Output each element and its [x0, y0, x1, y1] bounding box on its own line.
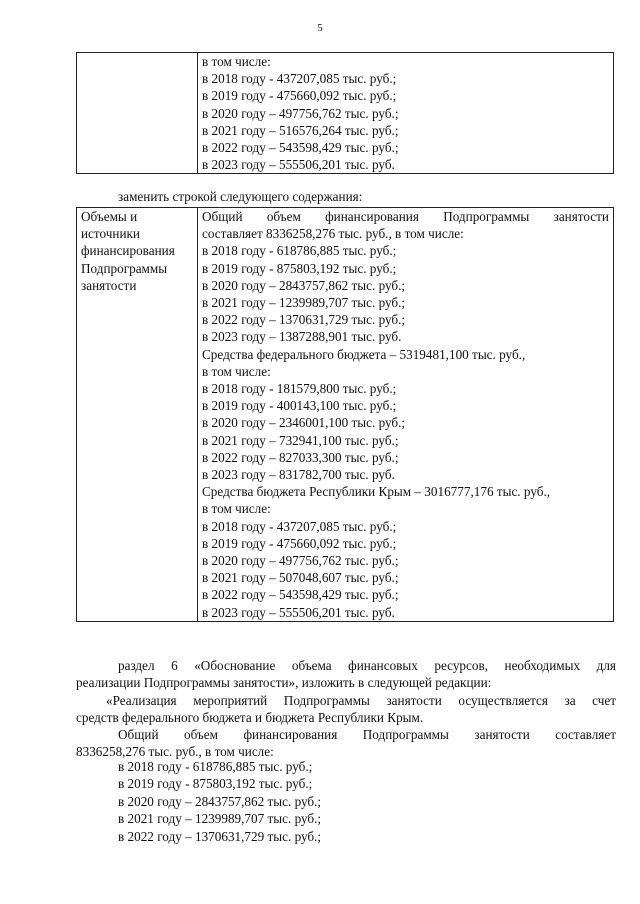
list-item: в 2022 году – 1370631,729 тыс. руб.; [118, 828, 322, 844]
cell-line: в 2022 году – 543598,429 тыс. руб.; [202, 140, 399, 156]
section-line-4: средств федерального бюджета и бюджета Республики Крым. [76, 710, 424, 725]
section-line-6: 8336258,276 тыс. руб., в том числе: [76, 744, 274, 759]
cell-line: составляет 8336258,276 тыс. руб., в том числе: [202, 226, 464, 242]
page-number: 5 [317, 22, 323, 34]
cell-line: в 2023 году – 1387288,901 тыс. руб. [202, 329, 402, 345]
cell-line: Средства федерального бюджета – 5319481,100 тыс. руб., [202, 346, 526, 362]
cell-line: в 2021 году – 1239989,707 тыс. руб.; [202, 295, 406, 311]
cell-line: в 2023 году – 555506,201 тыс. руб. [202, 604, 395, 620]
cell-line: в 2023 году – 831782,700 тыс. руб. [202, 467, 395, 483]
cell-line: в 2020 году – 2346001,100 тыс. руб.; [202, 415, 406, 431]
year-list [118, 758, 321, 845]
table-cell-right [198, 208, 614, 622]
section-line-3: «Реализация мероприятий Подпрограммы занятости осуществляется за счет [106, 693, 616, 708]
cell-line: в 2019 году - 400143,100 тыс. руб.; [202, 398, 397, 414]
list-item: в 2018 году - 618786,885 тыс. руб.; [118, 759, 313, 774]
table-row [77, 53, 614, 174]
list-item: в 2021 году – 1239989,707 тыс. руб.; [118, 811, 322, 827]
cell-line: источники [81, 226, 140, 242]
cell-line: в том числе: [202, 54, 271, 69]
cell-line: финансирования [81, 243, 175, 259]
cell-line: занятости [81, 277, 137, 293]
table-cell-left-label [77, 208, 198, 622]
cell-line: в 2020 году – 497756,762 тыс. руб.; [202, 553, 399, 569]
cell-line: в 2022 году – 1370631,729 тыс. руб.; [202, 312, 406, 328]
cell-line: Средства бюджета Республики Крым – 3016777,176 тыс. руб., [202, 484, 551, 500]
replace-intro: заменить строкой следующего содержания: [118, 189, 363, 204]
financing-table-old [76, 52, 614, 174]
cell-line: в 2018 году - 437207,085 тыс. руб.; [202, 71, 397, 87]
cell-line: в 2021 году – 507048,607 тыс. руб.; [202, 570, 399, 586]
cell-line: в 2021 году – 732941,100 тыс. руб.; [202, 432, 399, 448]
cell-line: в 2019 году - 475660,092 тыс. руб.; [202, 88, 397, 104]
cell-line: в том числе: [202, 363, 271, 379]
cell-line: в 2020 году – 497756,762 тыс. руб.; [202, 105, 399, 121]
section-line-5: Общий объем финансирования Подпрограммы занятости составляет [118, 727, 616, 742]
section-line-1: раздел 6 «Обоснование объема финансовых ресурсов, необходимых для [118, 658, 616, 673]
cell-line: Объемы и [81, 209, 138, 224]
cell-line: Подпрограммы [81, 260, 168, 276]
cell-line: в том числе: [202, 501, 271, 517]
cell-line: в 2019 году - 475660,092 тыс. руб.; [202, 535, 397, 551]
financing-table-new [76, 207, 614, 622]
cell-line: в 2019 году - 875803,192 тыс. руб.; [202, 260, 397, 276]
cell-line: Общий объем финансирования Подпрограммы занятости [202, 209, 609, 224]
cell-line: в 2018 году - 618786,885 тыс. руб.; [202, 243, 397, 259]
cell-line: в 2022 году – 827033,300 тыс. руб.; [202, 449, 399, 465]
table-row [77, 208, 614, 622]
section-line-2: реализации Подпрограммы занятости», изложить в следующей редакции: [76, 675, 492, 690]
list-item: в 2019 году - 875803,192 тыс. руб.; [118, 776, 313, 792]
cell-line: в 2021 году – 516576,264 тыс. руб.; [202, 122, 399, 138]
cell-line: в 2018 году - 437207,085 тыс. руб.; [202, 518, 397, 534]
cell-line: в 2020 году – 2843757,862 тыс. руб.; [202, 277, 406, 293]
list-item: в 2020 году – 2843757,862 тыс. руб.; [118, 793, 322, 809]
cell-line: в 2023 году – 555506,201 тыс. руб. [202, 157, 395, 173]
cell-line: в 2022 году – 543598,429 тыс. руб.; [202, 587, 399, 603]
table-cell-right [198, 53, 614, 174]
table-cell-left-empty [77, 53, 198, 174]
cell-line: в 2018 году - 181579,800 тыс. руб.; [202, 381, 397, 397]
